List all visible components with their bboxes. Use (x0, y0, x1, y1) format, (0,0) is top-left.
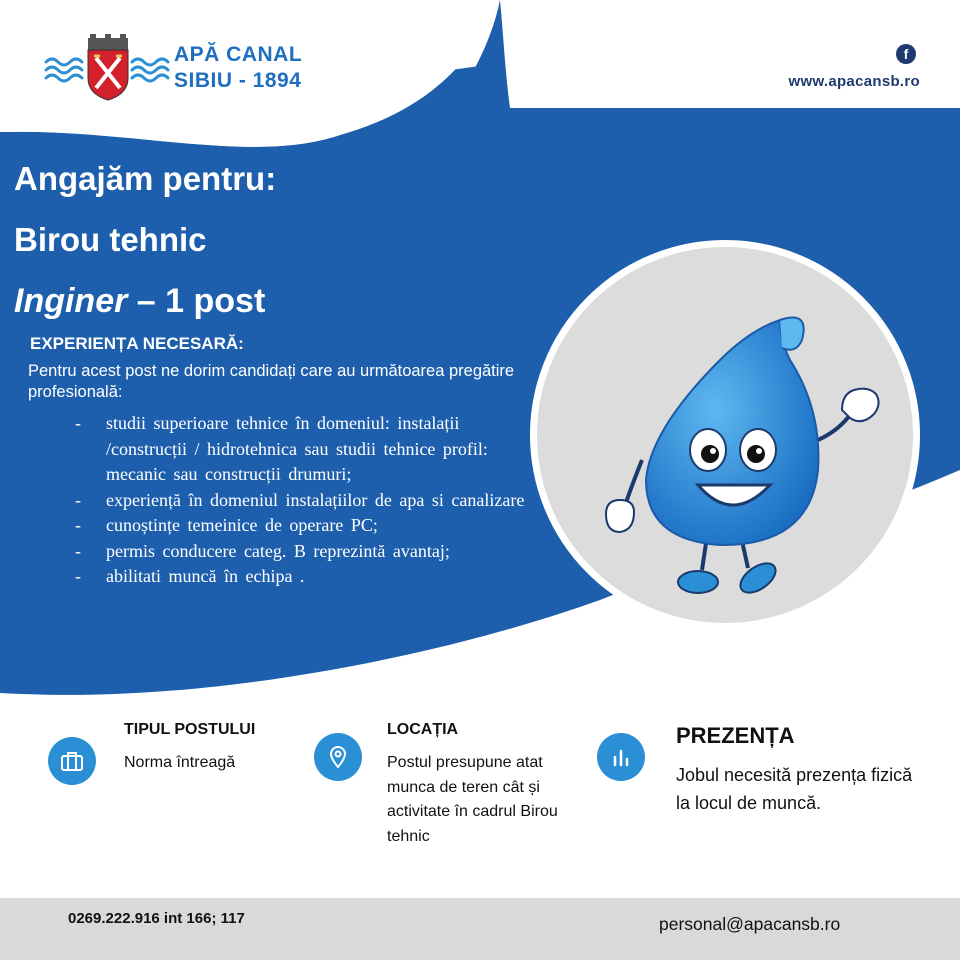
location-text: Postul presupune atat munca de teren cât și activitate în cadrul Birou tehnic (387, 754, 558, 845)
email-link[interactable]: personal@apacansb.ro (659, 914, 841, 934)
position-count: – 1 post (127, 282, 266, 320)
job-type-text: Norma întreagă (124, 754, 236, 771)
list-item: - cunoștințe temeinice de operare PC; (75, 515, 378, 535)
job-type-title: TIPUL POSTULUI (124, 721, 256, 738)
location-title: LOCAȚIA (387, 721, 459, 738)
headline-position (14, 282, 265, 321)
list-item: - permis conducere categ. B reprezintă avantaj; (75, 540, 450, 561)
requirement-text: studii superioare tehnice în domeniul: instalații /construcții / hidrotehnica sau studii tehnice profil: mecanic sau construcții drumuri; (106, 413, 488, 484)
website-link[interactable]: www.apacansb.ro (788, 73, 920, 90)
requirement-text: abilitati muncă în echipa . (106, 566, 305, 586)
experience-intro: Pentru acest post ne dorim candidați care au următoarea pregătire profesională: (28, 362, 515, 401)
list-item: - experiență în domeniul instalațiilor de apa si canalizare (75, 489, 525, 510)
requirement-text: experiență în domeniul instalațiilor de apa si canalizare (106, 489, 525, 510)
list-item: - studii superioare tehnice în domeniul: instalații /construcții / hidrotehnica sau studii tehnice profil: mecanic sau construcții drumuri; (75, 413, 488, 484)
position-title: Inginer (14, 282, 128, 320)
brand-name-line1: APĂ CANAL (174, 43, 303, 66)
experience-title: EXPERIENȚA NECESARĂ: (30, 334, 244, 353)
list-item: - abilitati muncă în echipa . (75, 566, 305, 586)
brand-name-line2: SIBIU - 1894 (174, 69, 302, 92)
briefcase-icon (48, 737, 96, 785)
location-pin-icon (314, 733, 362, 781)
requirements-list (28, 411, 528, 590)
headline-department: Birou tehnic (14, 221, 207, 258)
requirement-text: cunoștințe temeinice de operare PC; (106, 515, 378, 535)
water-drop-mascot-icon (590, 300, 900, 610)
brand-name (174, 42, 302, 94)
presence-text: Jobul necesită prezența fizică la locul de muncă. (676, 765, 913, 813)
phone-number: 0269.222.916 int 166; 117 (68, 910, 245, 927)
facebook-icon[interactable]: f (896, 44, 916, 64)
bar-chart-icon (597, 733, 645, 781)
requirement-text: permis conducere categ. B reprezintă avantaj; (106, 540, 450, 561)
headline-line1: Angajăm pentru: (14, 160, 277, 197)
presence-title: PREZENȚA (676, 723, 795, 748)
